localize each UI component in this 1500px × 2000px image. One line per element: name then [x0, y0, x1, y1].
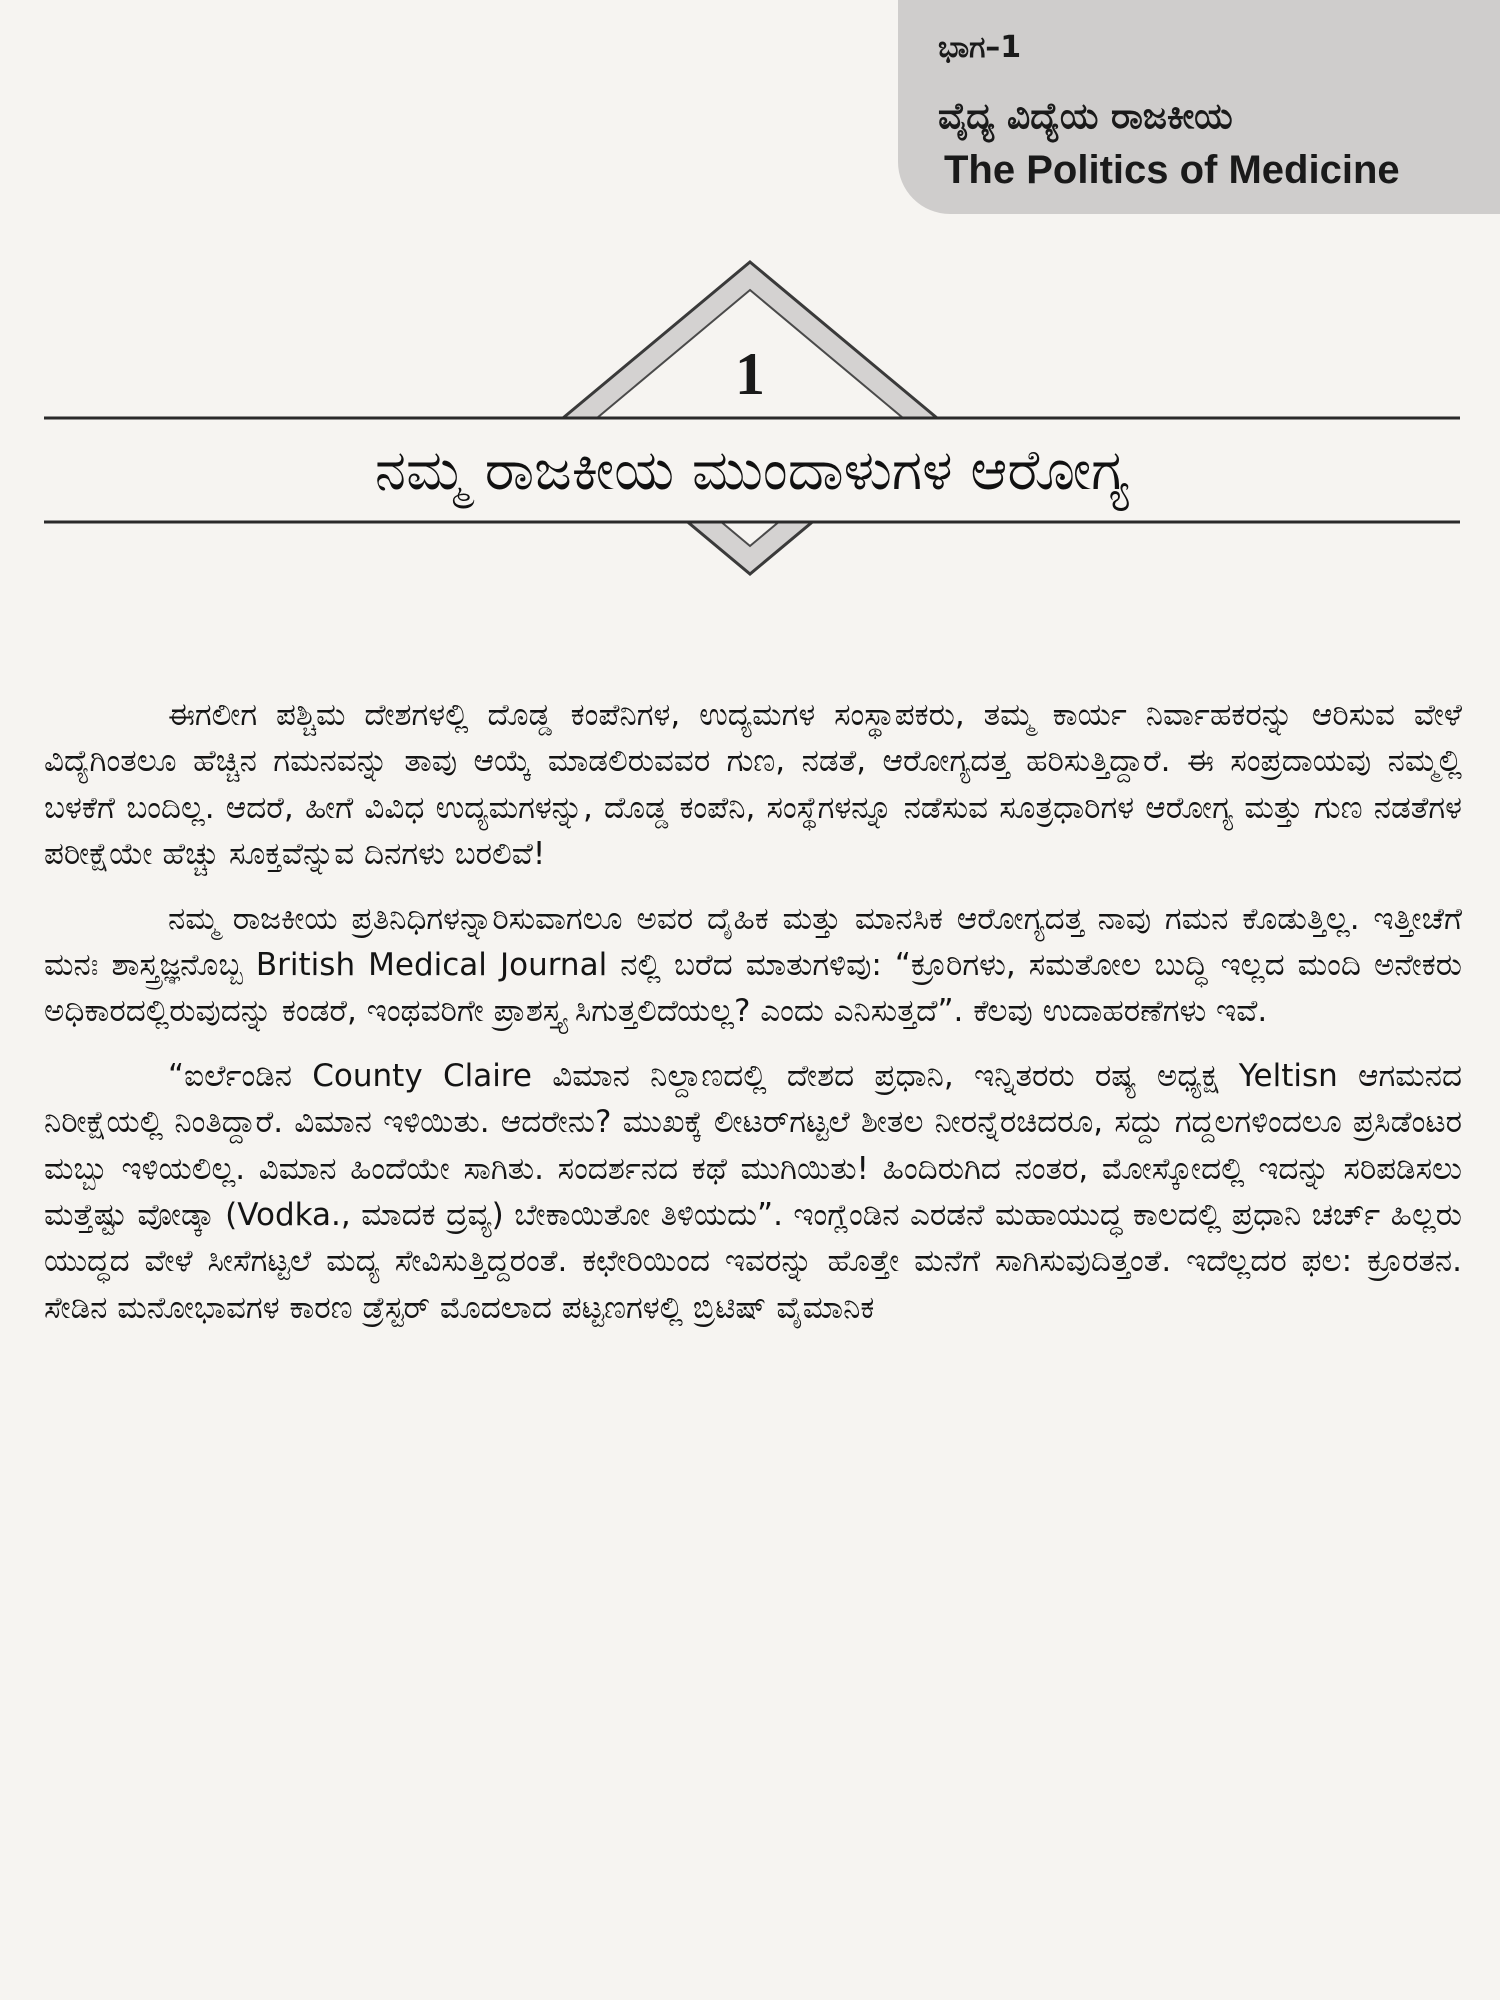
paragraph: ಈಗಲೀಗ ಪಶ್ಚಿಮ ದೇಶಗಳಲ್ಲಿ ದೊಡ್ಡ ಕಂಪೆನಿಗಳ, ಉದ್ಯಮಗಳ ಸಂಸ್ಥಾಪಕರು, ತಮ್ಮ ಕಾರ್ಯ ನಿರ್ವಾಹಕರನ್ನು ಆರಿಸುವ ವೇಳೆ ವಿದ್ಯೆಗಿಂತಲೂ ಹೆಚ್ಚಿನ ಗಮನವನ್ನು ತಾವು ಆಯ್ಕೆ ಮಾಡಲಿರುವವರ ಗುಣ, ನಡತೆ, ಆರೋಗ್ಯದತ್ತ ಹರಿಸುತ್ತಿದ್ದಾರೆ. ಈ ಸಂಪ್ರದಾಯವು ನಮ್ಮಲ್ಲಿ ಬಳಕೆಗೆ ಬಂದಿಲ್ಲ. ಆದರೆ, ಹೀಗೆ ವಿವಿಧ ಉದ್ಯಮಗಳನ್ನು, ದೊಡ್ಡ ಕಂಪೆನಿ, ಸಂಸ್ಥೆಗಳನ್ನೂ ನಡೆಸುವ ಸೂತ್ರಧಾರಿಗಳ ಆರೋಗ್ಯ ಮತ್ತು ಗುಣ ನಡತೆಗಳ ಪರೀಕ್ಷೆಯೇ ಹೆಚ್ಚು ಸೂಕ್ತವೆನ್ನುವ ದಿನಗಳು ಬರಲಿವೆ! — [44, 697, 1462, 873]
paragraph: “ಐರ್ಲೆಂಡಿನ County Claire ವಿಮಾನ ನಿಲ್ದಾಣದಲ್ಲಿ ದೇಶದ ಪ್ರಧಾನಿ, ಇನ್ನಿತರರು ರಷ್ಯ ಅಧ್ಯಕ್ಷ Yeltisn ಆಗಮನದ ನಿರೀಕ್ಷೆಯಲ್ಲಿ ನಿಂತಿದ್ದಾರೆ. ವಿಮಾನ ಇಳಿಯಿತು. ಆದರೇನು? ಮುಖಕ್ಕೆ ಲೀಟರ್‌ಗಟ್ಟಲೆ ಶೀತಲ ನೀರನ್ನೆರಚಿದರೂ, ಸದ್ದು ಗದ್ದಲಗಳಿಂದಲೂ ಪ್ರಸಿಡೆಂಟರ ಮಬ್ಬು ಇಳಿಯಲಿಲ್ಲ. ವಿಮಾನ ಹಿಂದೆಯೇ ಸಾಗಿತು. ಸಂದರ್ಶನದ ಕಥೆ ಮುಗಿಯಿತು! ಹಿಂದಿರುಗಿದ ನಂತರ, ಮೋಸ್ಕೋದಲ್ಲಿ ಇದನ್ನು ಸರಿಪಡಿಸಲು ಮತ್ತೆಷ್ಟು ವೋಡ್ಕಾ (Vodka., ಮಾದಕ ದ್ರವ್ಯ) ಬೇಕಾಯಿತೋ ತಿಳಿಯದು”. ಇಂಗ್ಲೆಂಡಿನ ಎರಡನೆ ಮಹಾಯುದ್ಧ ಕಾಲದಲ್ಲಿ ಪ್ರಧಾನಿ ಚರ್ಚ್ ಹಿಲ್ಲರು ಯುದ್ಧದ ವೇಳೆ ಸೀಸೆಗಟ್ಟಲೆ ಮದ್ಯ ಸೇವಿಸುತ್ತಿದ್ದರಂತೆ. ಕಛೇರಿಯಿಂದ ಇವರನ್ನು ಹೊತ್ತೇ ಮನೆಗೆ ಸಾಗಿಸುವುದಿತ್ತಂತೆ. ಇದೆಲ್ಲದರ ಫಲ: ಕ್ರೂರತನ. ಸೇಡಿನ ಮನೋಭಾವಗಳ ಕಾರಣ ಡ್ರೆಸ್ಟರ್ ಮೊದಲಾದ ಪಟ್ಟಣಗಳಲ್ಲಿ ಬ್ರಿಟಿಷ್ ವೈಮಾನಿಕ — [44, 1057, 1462, 1326]
chapter-title: ನಮ್ಮ ರಾಜಕೀಯ ಮುಂದಾಳುಗಳ ಆರೋಗ್ಯ — [374, 438, 1130, 503]
part-label: ಭಾಗ–1 — [938, 30, 1022, 65]
part-title-kannada: ವೈದ್ಯ ವಿದ್ಯೆಯ ರಾಜಕೀಯ — [938, 96, 1233, 137]
chapter-body — [44, 692, 1462, 1349]
chapter-number: 1 — [735, 341, 765, 407]
paragraph: ನಮ್ಮ ರಾಜಕೀಯ ಪ್ರತಿನಿಧಿಗಳನ್ನಾರಿಸುವಾಗಲೂ ಅವರ ದೈಹಿಕ ಮತ್ತು ಮಾನಸಿಕ ಆರೋಗ್ಯದತ್ತ ನಾವು ಗಮನ ಕೊಡುತ್ತಿಲ್ಲ. ಇತ್ತೀಚೆಗೆ ಮನಃ ಶಾಸ್ತ್ರಜ್ಞನೊಬ್ಬ British Medical Journal ನಲ್ಲಿ ಬರೆದ ಮಾತುಗಳಿವು: “ಕ್ರೂರಿಗಳು, ಸಮತೋಲ ಬುದ್ಧಿ ಇಲ್ಲದ ಮಂದಿ ಅನೇಕರು ಅಧಿಕಾರದಲ್ಲಿರುವುದನ್ನು ಕಂಡರೆ, ಇಂಥವರಿಗೇ ಪ್ರಾಶಸ್ತ್ಯ ಸಿಗುತ್ತಲಿದೆಯಲ್ಲ? ಎಂದು ಎನಿಸುತ್ತದೆ”. ಕೆಲವು ಉದಾಹರಣೆಗಳು ಇವೆ. — [44, 900, 1462, 1030]
part-title-english: The Politics of Medicine — [944, 148, 1400, 192]
chapter-heading-ornament — [0, 0, 1500, 620]
